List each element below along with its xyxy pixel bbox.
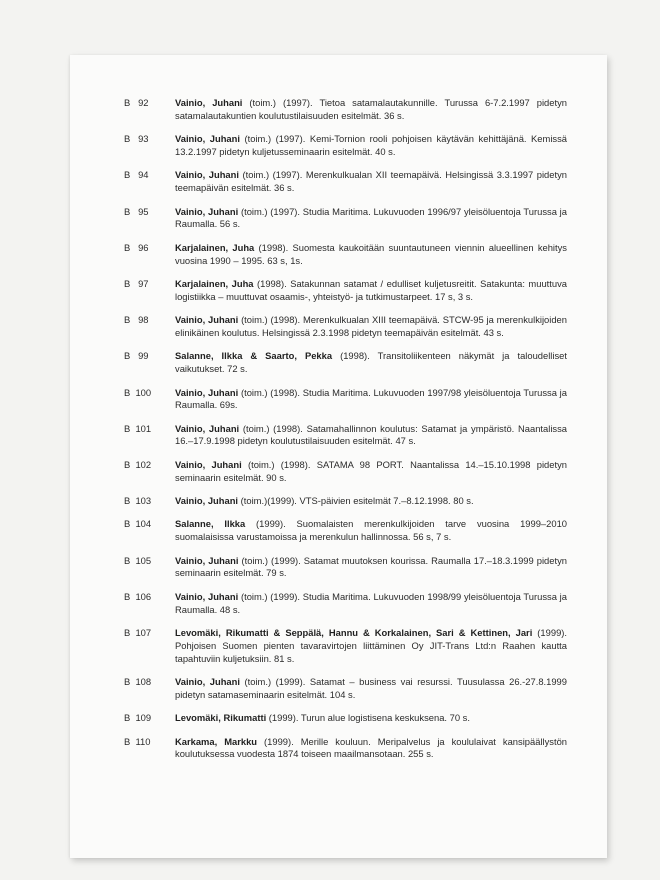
citation-details: (1999). Merille kouluun. Meripalvelus ja koululaivat kansipäällystön koulutuksessa vuodesta 1874 toiseen maailmansotaan. 255 s. (175, 735, 567, 760)
citation-details: (1999). Turun alue logistisena keskuksena. 70 s. (266, 712, 470, 724)
publication-entry (70, 133, 607, 159)
citation-text (175, 278, 567, 304)
publication-entry (70, 676, 607, 702)
citation-text (175, 627, 567, 665)
author-name: Vainio, Juhani (175, 386, 239, 398)
series-number: B 93 (124, 133, 149, 145)
citation-details: (toim.) (1997). Studia Maritima. Lukuvuoden 1996/97 yleisöluentoja Turussa ja Raumalla. 56 s. (175, 205, 567, 230)
series-number: B 105 (124, 554, 152, 566)
publication-entry (70, 591, 607, 617)
series-number: B 103 (124, 495, 152, 507)
citation-text (175, 387, 567, 413)
author-name: Vainio, Juhani (175, 97, 243, 108)
series-number: B 100 (124, 386, 152, 398)
publication-entry (70, 712, 607, 725)
author-name: Levomäki, Rikumatti (175, 712, 267, 724)
series-number: B 97 (124, 277, 149, 289)
series-number: B 96 (124, 241, 149, 253)
citation-details: (toim.) (1997). Merenkulkualan XII teemapäivä. Helsingissä 3.3.1997 pidetyn teemapäivän esitelmät. 36 s. (175, 169, 567, 194)
citation-details: (1998). Satakunnan satamat / edulliset kuljetusreitit. Satakunta: muuttuva logistiikka – muuttuvat osaamis-, yhteistyö- ja tutkimustarpeet. 17 s, 3 s. (175, 277, 567, 302)
citation-details: (toim.) (1998). Satamahallinnon koulutus: Satamat ja ympäristö. Naantalissa 16.–17.9.1998 pidetyn koulutustilaisuuden esitelmät. 47 s. (175, 422, 567, 447)
publication-entry (70, 459, 607, 485)
author-name: Salanne, Ilkka & Saarto, Pekka (175, 350, 333, 362)
publication-entry (70, 97, 607, 123)
series-number: B 107 (124, 627, 152, 639)
citation-details: (toim.) (1999). Studia Maritima. Lukuvuoden 1998/99 yleisöluentoja Turussa ja Raumalla. 48 s. (175, 590, 567, 615)
publication-entry (70, 314, 607, 340)
author-name: Vainio, Juhani (175, 676, 240, 687)
series-number: B 110 (124, 735, 151, 747)
publication-entry (70, 206, 607, 232)
author-name: Vainio, Juhani (175, 133, 240, 145)
citation-details: (toim.) (1998). SATAMA 98 PORT. Naantalissa 14.–15.10.1998 pidetyn seminaarin esitelmät. 90 s. (175, 458, 567, 483)
citation-text (175, 555, 567, 581)
author-name: Vainio, Juhani (175, 495, 239, 507)
author-name: Vainio, Juhani (175, 169, 239, 181)
author-name: Karjalainen, Juha (175, 277, 254, 289)
citation-text (175, 242, 567, 268)
series-number: B 99 (124, 350, 149, 362)
citation-text (175, 97, 567, 123)
series-number: B 98 (124, 314, 149, 326)
citation-text (175, 206, 567, 232)
citation-text (175, 495, 567, 508)
citation-text (175, 314, 567, 340)
series-number: B 95 (124, 205, 149, 217)
publication-entry (70, 627, 607, 665)
publication-entry (70, 423, 607, 449)
series-number: B 104 (124, 518, 152, 530)
series-number: B 109 (124, 712, 152, 724)
citation-text (175, 169, 567, 195)
author-name: Vainio, Juhani (175, 205, 239, 217)
author-name: Karjalainen, Juha (175, 241, 255, 253)
publication-entry (70, 169, 607, 195)
citation-text (175, 591, 567, 617)
publication-entry (70, 242, 607, 268)
author-name: Vainio, Juhani (175, 314, 239, 326)
citation-text (175, 676, 567, 702)
author-name: Vainio, Juhani (175, 458, 242, 470)
publication-entry (70, 518, 607, 544)
citation-details: (1999). Suomalaisten merenkulkijoiden tarve vuosina 1999–2010 suomalaisissa varustamoissa ja merenkulun hallinnossa. 56 s, 7 s. (175, 518, 567, 543)
citation-details: (toim.) (1997). Tietoa satamalautakunnille. Turussa 6-7.2.1997 pidetyn satamalautakuntien koulutustilaisuuden esitelmät. 36 s. (175, 97, 567, 121)
publication-entry (70, 736, 607, 762)
publication-entry (70, 387, 607, 413)
author-name: Salanne, Ilkka (175, 518, 246, 530)
series-number: B 94 (124, 169, 149, 181)
citation-details: (toim.) (1999). Satamat – business vai resurssi. Tuusulassa 26.-27.8.1999 pidetyn satamaseminaarin esitelmät. 104 s. (175, 676, 567, 700)
citation-details: (toim.) (1997). Kemi-Tornion rooli pohjoisen käytävän kehittäjänä. Kemissä 13.2.1997 pidetyn kuljetusseminaarin esitelmät. 40 s. (175, 133, 567, 157)
citation-text (175, 423, 567, 449)
citation-details: (toim.) (1999). Satamat muutoksen kourissa. Raumalla 17.–18.3.1999 pidetyn seminaarin esitelmät. 79 s. (175, 554, 567, 579)
author-name: Vainio, Juhani (175, 590, 239, 602)
series-number: B 101 (124, 422, 152, 434)
citation-details: (toim.) (1998). Merenkulkualan XIII teemapäivä. STCW-95 ja merenkulkijoiden elinikäinen koulutus. Helsingissä 2.3.1998 pidetyn teemapäivän esitelmät. 43 s. (175, 314, 567, 338)
citation-text (175, 736, 567, 762)
author-name: Vainio, Juhani (175, 554, 239, 566)
citation-text (175, 350, 567, 376)
citation-details: (1999). Pohjoisen Suomen pienten tavaravirtojen liittäminen Oy JIT-Trans Ltd:n Raahen kautta tapahtuviin kuljetuksiin. 81 s. (175, 627, 568, 664)
publication-list (70, 97, 607, 772)
book-back-cover (70, 55, 607, 858)
publication-entry (70, 350, 607, 376)
citation-text (175, 133, 567, 159)
citation-details: (toim.) (1998). Studia Maritima. Lukuvuoden 1997/98 yleisöluentoja Turussa ja Raumalla. 69s. (175, 386, 567, 411)
citation-details: (toim.)(1999). VTS-päivien esitelmät 7.–8.12.1998. 80 s. (238, 495, 474, 507)
publication-entry (70, 495, 607, 508)
series-number: B 106 (124, 590, 152, 602)
citation-details: (1998). Suomesta kaukoitään suuntautuneen viennin alueellinen kehitys vuosina 1990 – 1995. 63 s, 1s. (175, 241, 567, 266)
publication-entry (70, 555, 607, 581)
author-name: Karkama, Markku (175, 735, 258, 747)
author-name: Levomäki, Rikumatti & Seppälä, Hannu & Korkalainen, Sari & Kettinen, Jari (175, 627, 533, 639)
series-number: B 102 (124, 458, 152, 470)
citation-details: (1998). Transitoliikenteen näkymät ja taloudelliset vaikutukset. 72 s. (175, 350, 567, 375)
series-number: B 108 (124, 676, 152, 687)
citation-text (175, 459, 567, 485)
citation-text (175, 712, 567, 725)
series-number: B 92 (124, 97, 149, 108)
publication-entry (70, 278, 607, 304)
author-name: Vainio, Juhani (175, 422, 240, 434)
citation-text (175, 518, 567, 544)
